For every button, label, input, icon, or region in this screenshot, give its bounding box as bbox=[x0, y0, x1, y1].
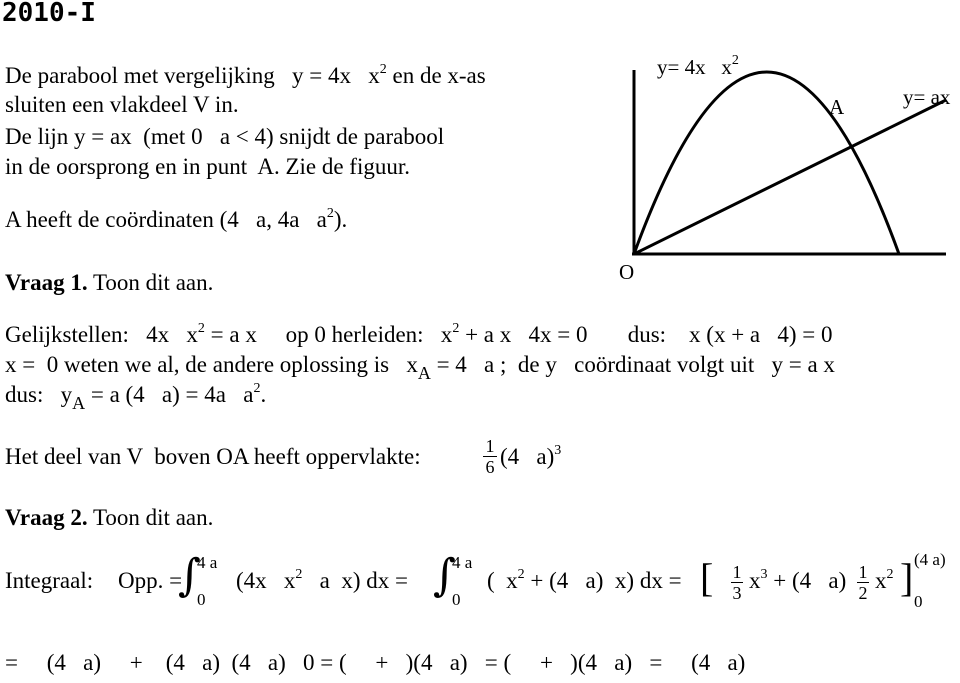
opp-label: Opp. = bbox=[118, 568, 183, 593]
solution-line-2: x = 0 weten we al, de andere oplossing is $x_A = 4$ a ; de y coördinaat volgt uit y = a x bbox=[5, 352, 835, 383]
area-expression: (4 a)$^3$ bbox=[500, 443, 562, 469]
fraction-one-sixth: 1 6 bbox=[482, 436, 498, 477]
final-line: = (4 a) + (4 a) (4 a) 0 = ( + )(4 a) = ( + )(4 a) = (4 a) bbox=[5, 650, 746, 675]
evaluation-upper: (4 a) bbox=[914, 550, 946, 569]
solution-line-3: dus: $y_A = a$ (4 a) = 4a $a^2$. bbox=[5, 381, 267, 413]
integrand-2: ( $x^2 + (4$ a) x) dx = bbox=[487, 567, 682, 593]
parabola-label: y= 4x $x^2$ bbox=[657, 53, 739, 79]
integral-label: Integraal: bbox=[5, 568, 94, 593]
intro-line-2: sluiten een vlakdeel V in. bbox=[5, 92, 239, 117]
coordinates-line: A heeft de coördinaten (4 a, 4a $a^2$). bbox=[5, 206, 348, 232]
question-1-heading: Vraag 1. Toon dit aan. bbox=[5, 270, 214, 295]
integral-upper-limit-2: 4 a bbox=[452, 553, 473, 572]
intro-line-3: De lijn y = ax (met 0 a < 4) snijdt de parabool bbox=[5, 124, 445, 149]
intro-line-4: in de oorsprong en in punt A. Zie de figuur. bbox=[5, 154, 410, 179]
left-bracket: [ bbox=[700, 555, 714, 600]
integrand-1: (4x $x^2$ a x) dx = bbox=[236, 567, 409, 593]
line-label: y= ax bbox=[903, 85, 951, 109]
area-statement: Het deel van V boven OA heeft oppervlakte: bbox=[5, 444, 421, 469]
fraction-one-third: 1 3 bbox=[732, 562, 742, 603]
primitive-term-1: $x^3 + (4$ a) bbox=[749, 567, 847, 593]
solution-line-1: Gelijkstellen: 4x $x^2 = a$ x op 0 herleiden: $x^2 + a$ x 4x = 0 dus: x (x + a 4) = 0 bbox=[5, 321, 833, 347]
intro-line-1: De parabool met vergelijking y = 4x $x^2$ en de x-as bbox=[5, 62, 486, 88]
integral-upper-limit: 4 a bbox=[197, 553, 218, 572]
fraction-one-half: 1 2 bbox=[858, 562, 868, 603]
right-bracket: ] bbox=[900, 555, 914, 600]
origin-label: O bbox=[619, 260, 635, 284]
integral-sign-2: ∫ bbox=[433, 550, 456, 601]
primitive-term-2: $x^2$ bbox=[875, 567, 894, 593]
point-a-label: A bbox=[829, 95, 845, 119]
integral-sign: ∫ bbox=[178, 550, 201, 601]
integral-lower-limit: 0 bbox=[197, 590, 206, 609]
integral-lower-limit-2: 0 bbox=[452, 590, 461, 609]
parabola-curve bbox=[634, 72, 899, 254]
page-title: 2010-I bbox=[2, 0, 96, 28]
question-2-heading: Vraag 2. Toon dit aan. bbox=[5, 505, 214, 530]
line-y-ax bbox=[634, 100, 946, 254]
evaluation-lower: 0 bbox=[914, 592, 923, 611]
